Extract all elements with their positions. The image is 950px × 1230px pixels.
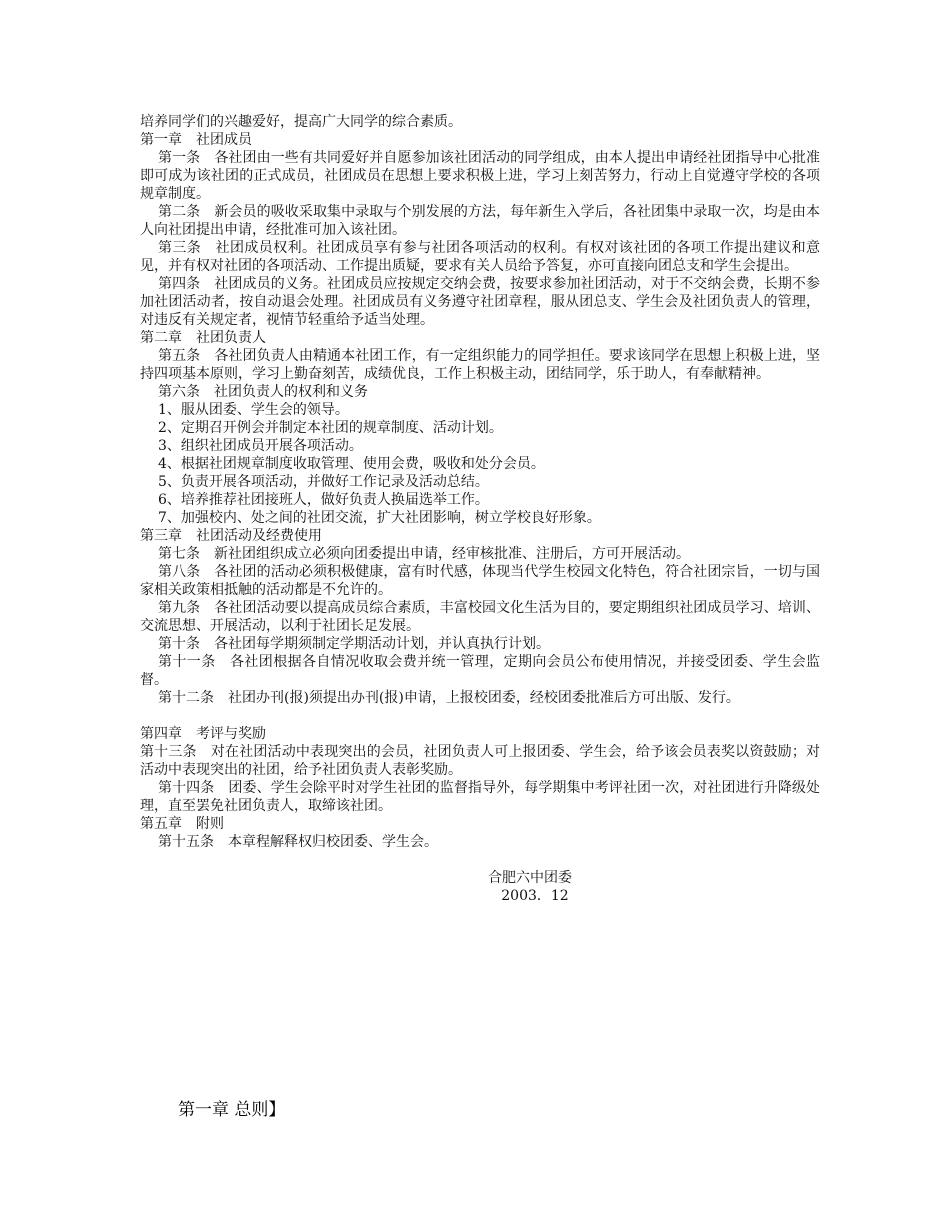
duty-item: 5、负责开展各项活动，并做好工作记录及活动总结。 — [158, 474, 489, 490]
chapter-1-title: 第一章 社团成员 — [140, 132, 252, 148]
chapter-4-title: 第四章 考评与奖励 — [140, 726, 266, 742]
article-8: 第八条 各社团的活动必须积极健康，富有时代感，体现当代学生校园文化特色，符合社团宗旨，一切与国家相关政策相抵触的活动都是不允许的。 — [140, 564, 820, 598]
chapter-5-title: 第五章 附则 — [140, 816, 224, 832]
article-1: 第一条 各社团由一些有共同爱好并自愿参加该社团活动的同学组成，由本人提出申请经社团指导中心批准即可成为该社团的正式成员，社团成员在思想上要求积极上进，学习上刻苦努力，行动上自觉遵守学校的各项规章制度。 — [140, 150, 820, 202]
chapter-3-title: 第三章 社团活动及经费使用 — [140, 528, 322, 544]
article-5: 第五条 各社团负责人由精通本社团工作，有一定组织能力的同学担任。要求该同学在思想上积极上进，坚持四项基本原则，学习上勤奋刻苦，成绩优良，工作上积极主动，团结同学，乐于助人，有奉献精神。 — [140, 348, 820, 382]
article-12: 第十二条 社团办刊(报)须提出办刊(报)申请，上报校团委，经校团委批准后方可出版、发行。 — [158, 690, 740, 706]
article-2: 第二条 新会员的吸收采取集中录取与个别发展的方法，每年新生入学后，各社团集中录取一次，均是由本人向社团提出申请，经批准可加入该社团。 — [140, 204, 820, 238]
article-11: 第十一条 各社团根据各自情况收取会费并统一管理，定期向会员公布使用情况，并接受团委、学生会监督。 — [140, 654, 820, 688]
article-3: 第三条 社团成员权利。社团成员享有参与社团各项活动的权利。有权对该社团的各项工作提出建议和意见，并有权对社团的各项活动、工作提出质疑，要求有关人员给予答复，亦可直接向团总支和学生会提出。 — [140, 240, 820, 274]
article-9: 第九条 各社团活动要以提高成员综合素质，丰富校园文化生活为目的，要定期组织社团成员学习、培训、交流思想、开展活动，以利于社团长足发展。 — [140, 600, 820, 634]
chapter-2-title: 第二章 社团负责人 — [140, 330, 266, 346]
blank-line — [140, 851, 820, 869]
signature-org: 合肥六中团委 — [488, 870, 572, 886]
article-4: 第四条 社团成员的义务。社团成员应按规定交纳会费，按要求参加社团活动，对于不交纳会费，长期不参加社团活动者，按自动退会处理。社团成员有义务遵守社团章程，服从团总支、学生会及社团负责人的管理，对违反有关规定者，视情节轻重给予适当处理。 — [140, 276, 820, 328]
duty-item: 6、培养推荐社团接班人，做好负责人换届选举工作。 — [158, 492, 489, 508]
duty-item: 1、服从团委、学生会的领导。 — [158, 402, 349, 418]
article-7: 第七条 新社团组织成立必须向团委提出申请，经审核批准、注册后，方可开展活动。 — [158, 546, 690, 562]
article-13: 第十三条 对在社团活动中表现突出的会员，社团负责人可上报团委、学生会，给予该会员表奖以资鼓励；对活动中表现突出的社团，给予社团负责人表彰奖励。 — [140, 744, 820, 778]
blank-line — [140, 707, 820, 725]
footer-chapter-title: 第一章 总则】 — [178, 1100, 286, 1120]
duty-item: 4、根据社团规章制度收取管理、使用会费，吸收和处分会员。 — [158, 456, 545, 472]
intro-text: 培养同学们的兴趣爱好，提高广大同学的综合素质。 — [140, 114, 462, 130]
duty-item: 2、定期召开例会并制定本社团的规章制度、活动计划。 — [158, 420, 503, 436]
article-6: 第六条 社团负责人的权利和义务 — [158, 384, 368, 400]
article-14: 第十四条 团委、学生会除平时对学生社团的监督指导外，每学期集中考评社团一次，对社团进行升降级处理，直至罢免社团负责人，取缔该社团。 — [140, 780, 820, 814]
document-body — [140, 113, 820, 905]
duty-item: 7、加强校内、处之间的社团交流，扩大社团影响，树立学校良好形象。 — [158, 510, 601, 526]
article-15: 第十五条 本章程解释权归校团委、学生会。 — [158, 834, 438, 850]
signature-date: 2003．12 — [501, 888, 569, 904]
duty-item: 3、组织社团成员开展各项活动。 — [158, 438, 363, 454]
article-10: 第十条 各社团每学期须制定学期活动计划，并认真执行计划。 — [158, 636, 550, 652]
